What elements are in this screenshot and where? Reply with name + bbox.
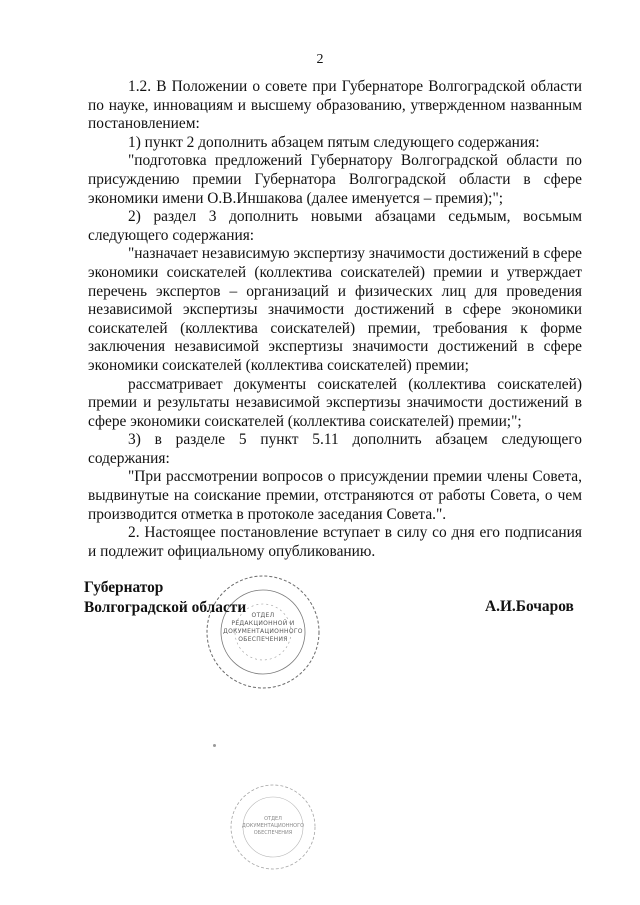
signature-title-line: Волгоградской области [84,598,247,616]
page-number: 2 [316,52,324,67]
stamp-text: ДОКУМЕНТАЦИОННОГО [241,823,305,829]
paragraph: 3) в разделе 5 пункт 5.11 дополнить абзацем следующего содержания: [88,431,582,467]
stamp-text: ОБЕСПЕЧЕНИЯ [253,830,293,836]
paragraph: рассматривает документы соискателей (коллектива соискателей) премии и результаты независимой экспертизы значимости достижений в сфере экономики соискателей (коллектива соискателей) премии;"; [88,375,582,430]
paragraph: 1) пункт 2 дополнить абзацем пятым следующего содержания: [128,133,540,151]
signature-name: А.И.Бочаров [485,598,574,615]
paragraph: 2) раздел 3 дополнить новыми абзацами седьмым, восьмым следующего содержания: [88,208,582,244]
seal-text: РЕДАКЦИОННОЙ И [231,620,295,627]
signature-title [84,578,246,617]
ink-dot [213,744,216,747]
paragraph: 2. Настоящее постановление вступает в силу со дня его подписания и подлежит официальному опубликованию. [88,524,582,560]
paragraph: "При рассмотрении вопросов о присуждении премии члены Совета, выдвинутые на соискание премии, отстраняются от работы Совета, о чем производится отметка в протоколе заседания Совета.". [88,468,582,523]
seal-text: ОБЕСПЕЧЕНИЯ [238,636,288,643]
paragraph: "назначает независимую экспертизу значимости достижений в сфере экономики соискателей (коллектива соискателей) премии и утверждает перечень экспертов – организаций и физических лиц для проведения независимой экспертизы значимости достижений в сфере экономики соискателей (коллектива соискателей) премии, требования к форме заключения независимой экспертизы значимости достижений в сфере экономики соискателей (коллектива соискателей) премии; [88,245,582,374]
stamp-text: ОТДЕЛ [264,816,282,822]
seal-text: ОТДЕЛ [251,612,275,619]
registration-stamp [228,782,318,872]
paragraph: 1.2. В Положении о совете при Губернаторе Волгоградской области по науке, инновациям и высшему образованию, утвержденном названным постановлением: [88,78,582,133]
signature-title-line: Губернатор [84,579,164,596]
paragraph: "подготовка предложений Губернатору Волгоградской области по присуждению премии Губернатора Волгоградской области в сфере экономики имени О.В.Иншакова (далее именуется – премия);"; [88,152,582,207]
document-body [88,78,582,561]
seal-text: ДОКУМЕНТАЦИОННОГО [223,628,303,635]
